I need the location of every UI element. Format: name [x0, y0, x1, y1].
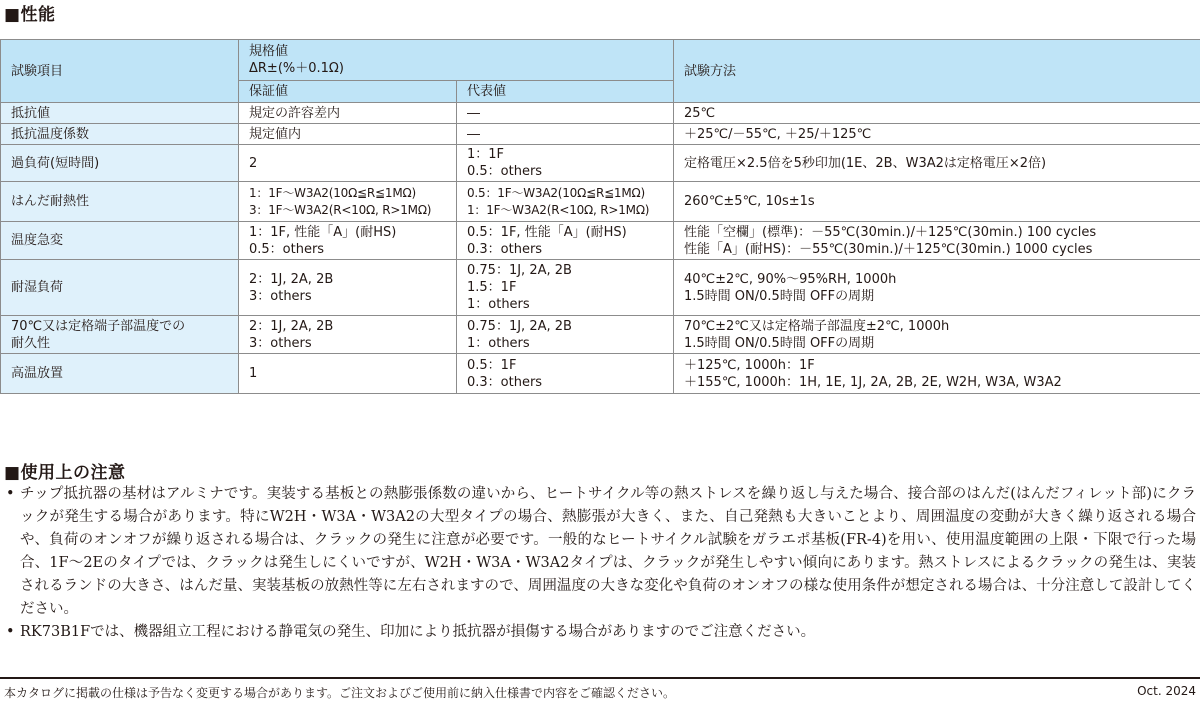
- table-row: [1, 222, 1200, 260]
- test-method-cell: [674, 354, 1200, 394]
- typical-value-cell: [457, 260, 674, 316]
- cell-line: 3：others: [249, 335, 312, 351]
- cell-line: 性能「空欄」(標準)：－55℃(30min.)/＋125℃(30min.) 100 cycles: [684, 224, 1097, 240]
- table-row: [1, 103, 1200, 124]
- cell-line: 温度急変: [11, 233, 64, 248]
- guaranteed-value-cell: [239, 354, 457, 394]
- header-spec-line2: ΔR±(%＋0.1Ω): [249, 61, 344, 76]
- notes-list: [6, 483, 1196, 644]
- guaranteed-value-cell: [239, 103, 457, 124]
- typical-value-cell: [457, 182, 674, 222]
- cell-line: 高温放置: [11, 366, 64, 381]
- footer-disclaimer: 本カタログに掲載の仕様は予告なく変更する場合があります。ご注文およびご使用前に納入仕様書で内容をご確認ください。: [4, 686, 676, 700]
- test-method-cell: [674, 124, 1200, 145]
- header-typical: 代表値: [457, 81, 674, 103]
- test-item-cell: [1, 182, 239, 222]
- cell-line: 規定値内: [249, 126, 302, 142]
- cell-line: 70℃±2℃又は定格端子部温度±2℃, 1000h: [684, 318, 950, 334]
- cell-line: 0.3：others: [467, 241, 543, 257]
- header-test-method: 試験方法: [674, 40, 1200, 103]
- guaranteed-value-cell: [239, 182, 457, 222]
- cell-line: 2：1J, 2A, 2B: [249, 318, 334, 334]
- bullet-icon: •: [6, 486, 15, 502]
- cell-line: 1: [249, 366, 258, 381]
- cell-line: 0.5：1F～W3A2(10Ω≦R≦1MΩ): [467, 185, 645, 200]
- cell-line: 抵抗値: [11, 105, 51, 121]
- cell-line: 1：others: [467, 297, 530, 312]
- cell-line: 1：1F: [467, 147, 505, 162]
- test-item-cell: [1, 260, 239, 316]
- cell-line: 定格電圧×2.5倍を5秒印加(1E、2B、W3A2は定格電圧×2倍): [684, 155, 1047, 171]
- test-method-cell: [674, 103, 1200, 124]
- notes-section-title: [4, 458, 126, 483]
- test-item-cell: [1, 354, 239, 394]
- test-method-cell: [674, 222, 1200, 260]
- typical-value-cell: [457, 316, 674, 354]
- guaranteed-value-cell: [239, 260, 457, 316]
- table-row: [1, 124, 1200, 145]
- cell-line: 0.5：1F, 性能「A」(耐HS): [467, 224, 627, 240]
- cell-line: 0.75：1J, 2A, 2B: [467, 318, 572, 334]
- typical-value-cell: [457, 103, 674, 124]
- cell-line: 3：others: [249, 288, 312, 304]
- performance-table-body: [1, 103, 1200, 394]
- cell-line: 0.5：others: [249, 241, 325, 257]
- cell-line: ＋25℃/－55℃, ＋25/＋125℃: [684, 126, 872, 142]
- cell-line: 2: [249, 155, 258, 171]
- cell-line: 抵抗温度係数: [11, 126, 90, 142]
- cell-line: 耐久性: [11, 335, 51, 351]
- cell-line: はんだ耐熱性: [11, 194, 90, 209]
- cell-line: 1.5：1F: [467, 280, 517, 295]
- cell-line: 70℃又は定格端子部温度での: [11, 318, 186, 334]
- test-method-cell: [674, 316, 1200, 354]
- cell-line: 1：1F, 性能「A」(耐HS): [249, 224, 397, 240]
- cell-line: ＋125℃, 1000h：1F: [684, 357, 815, 373]
- performance-section-title: [4, 0, 56, 25]
- note-item: [6, 483, 1196, 621]
- performance-table: [0, 39, 1200, 394]
- cell-line: 260℃±5℃, 10s±1s: [684, 194, 815, 209]
- header-row-1: [1, 40, 1200, 81]
- table-row: [1, 354, 1200, 394]
- table-row: [1, 316, 1200, 354]
- performance-title-text: ■性能: [4, 5, 56, 25]
- test-item-cell: [1, 316, 239, 354]
- header-guaranteed: 保証値: [239, 81, 457, 103]
- typical-value-cell: [457, 354, 674, 394]
- note-text: チップ抵抗器の基材はアルミナです。実装する基板との熱膨張係数の違いから、ヒートサイクル等の熱ストレスを繰り返し与えた場合、接合部のはんだ(はんだフィレット部)にクラックが発生する場合があります。特にW2H・W3A・W3A2の大型タイプの場合、熱膨張が大きく、また、自己発熱も大きいことより、周囲温度の変動が大きく繰り返される場合や、負荷のオンオフが繰り返される場合は、クラックの発生に注意が必要です。一般的なヒートサイクル試験をガラエポ基板(FR-4)を用い、使用温度範囲の上限・下限で行った場合、1F～2Eのタイプでは、クラックは発生しにくいですが、W2H・W3A・W3A2タイプは、クラックが発生しやすい傾向にあります。熱ストレスによるクラックの発生は、実装されるランドの大きさ、はんだ量、実装基板の放熱性等に左右されますので、周囲温度の大きな変化や負荷のオンオフの様な使用条件が想定される場合は、十分注意して設計してください。: [20, 486, 1196, 617]
- footer-date: Oct. 2024: [1137, 684, 1196, 698]
- test-method-cell: [674, 145, 1200, 182]
- typical-value-cell: [457, 222, 674, 260]
- guaranteed-value-cell: [239, 124, 457, 145]
- cell-line: ―: [467, 105, 480, 121]
- header-test-item: 試験項目: [1, 40, 239, 103]
- guaranteed-value-cell: [239, 145, 457, 182]
- cell-line: 性能「A」(耐HS)：－55℃(30min.)/＋125℃(30min.) 1000 cycles: [684, 241, 1093, 257]
- test-method-cell: [674, 260, 1200, 316]
- cell-line: 0.5：others: [467, 164, 543, 179]
- cell-line: 1：1F～W3A2(10Ω≦R≦1MΩ): [249, 185, 416, 200]
- cell-line: 40℃±2℃, 90%～95%RH, 1000h: [684, 271, 897, 287]
- test-item-cell: [1, 124, 239, 145]
- note-text: RK73B1Fでは、機器組立工程における静電気の発生、印加により抵抗器が損傷する場合がありますのでご注意ください。: [20, 624, 816, 640]
- guaranteed-value-cell: [239, 316, 457, 354]
- test-method-cell: [674, 182, 1200, 222]
- cell-line: 規定の許容差内: [249, 105, 341, 121]
- test-item-cell: [1, 103, 239, 124]
- cell-line: 2：1J, 2A, 2B: [249, 271, 334, 287]
- test-item-cell: [1, 222, 239, 260]
- header-spec-line1: 規格値: [249, 44, 289, 59]
- table-row: [1, 145, 1200, 182]
- cell-line: 1.5時間 ON/0.5時間 OFFの周期: [684, 288, 875, 304]
- cell-line: 1：others: [467, 335, 530, 351]
- guaranteed-value-cell: [239, 222, 457, 260]
- cell-line: 0.75：1J, 2A, 2B: [467, 263, 572, 278]
- footer-divider: [0, 677, 1200, 679]
- cell-line: ＋155℃, 1000h：1H, 1E, 1J, 2A, 2B, 2E, W2H, W3A, W3A2: [684, 374, 1062, 390]
- cell-line: 耐湿負荷: [11, 280, 64, 295]
- note-item: [6, 621, 1196, 644]
- cell-line: 3：1F～W3A2(R<10Ω, R>1MΩ): [249, 202, 432, 217]
- cell-line: ―: [467, 126, 480, 142]
- cell-line: 1：1F～W3A2(R<10Ω, R>1MΩ): [467, 202, 650, 217]
- cell-line: 1.5時間 ON/0.5時間 OFFの周期: [684, 335, 875, 351]
- header-spec: [239, 40, 674, 81]
- cell-line: 0.3：others: [467, 374, 543, 390]
- notes-title-text: ■使用上の注意: [4, 463, 126, 483]
- typical-value-cell: [457, 124, 674, 145]
- typical-value-cell: [457, 145, 674, 182]
- cell-line: 25℃: [684, 105, 716, 121]
- cell-line: 過負荷(短時間): [11, 155, 100, 171]
- table-row: [1, 260, 1200, 316]
- cell-line: 0.5：1F: [467, 357, 517, 373]
- table-row: [1, 182, 1200, 222]
- test-item-cell: [1, 145, 239, 182]
- bullet-icon: •: [6, 624, 15, 640]
